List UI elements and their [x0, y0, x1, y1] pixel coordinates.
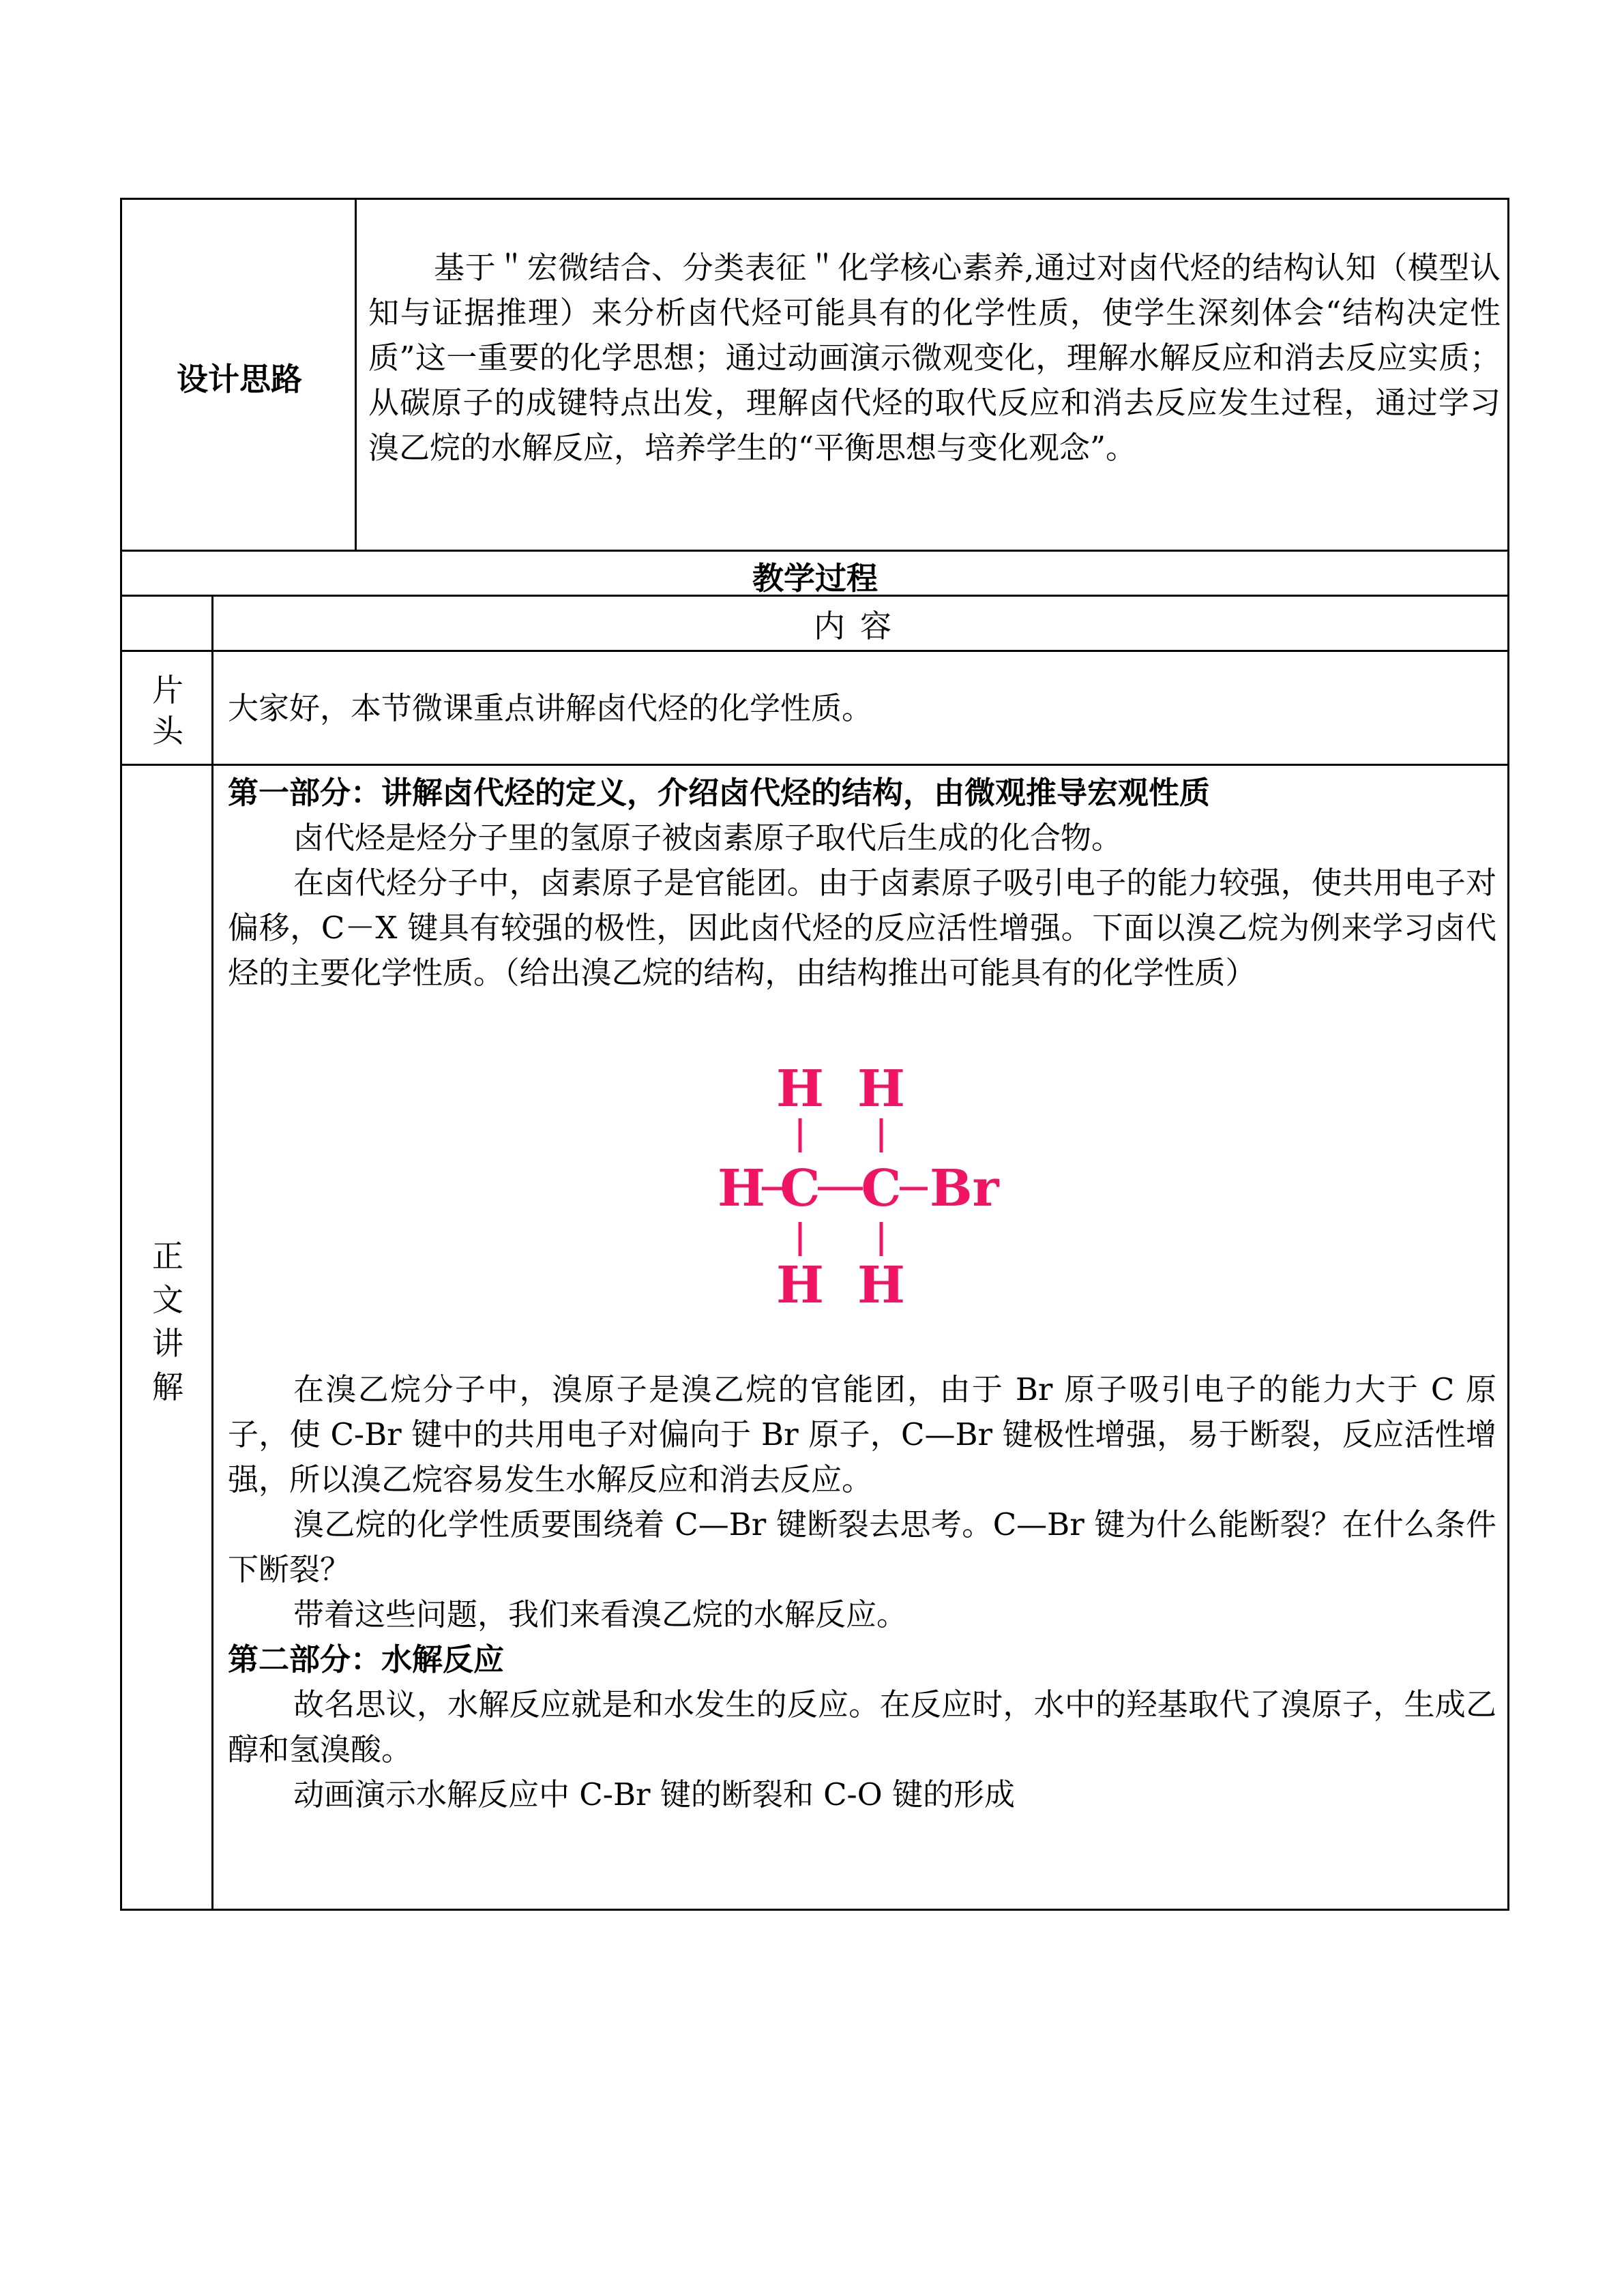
part1-heading: 第一部分：讲解卤代烃的定义，介绍卤代烃的结构，由微观推导宏观性质 — [228, 775, 1211, 811]
content-header: 内容 — [814, 608, 906, 644]
atom-h-left: H — [720, 1159, 765, 1218]
atom-h-top-left: H — [776, 1060, 824, 1118]
part2-heading: 第二部分：水解反应 — [228, 1641, 505, 1678]
main-label-char: 文 — [152, 1281, 183, 1318]
design-label: 设计思路 — [177, 361, 302, 398]
paragraph: 溴乙烷的化学性质要围绕着 C—Br 键断裂去思考。C—Br 键为什么能断裂？在什么条件下断裂？ — [228, 1506, 1496, 1587]
opening-label-char: 片 — [152, 672, 183, 709]
bromoethane-structure — [720, 1050, 1033, 1309]
opening-row-divider — [120, 764, 1509, 766]
opening-text: 大家好，本节微课重点讲解卤代烃的化学性质。 — [228, 690, 873, 726]
paragraph: 卤代烃是烃分子里的氢原子被卤素原子取代后生成的化合物。 — [293, 820, 1123, 856]
paragraph: 在溴乙烷分子中，溴原子是溴乙烷的官能团，由于 Br 原子吸引电子的能力大于 C 原子，使 C-Br 键中的共用电子对偏向于 Br 原子，C—Br 键极性增强，易于断裂，反应活性增强，所以溴乙烷容易发生水解反应和消去反应。 — [228, 1371, 1496, 1497]
design-paragraph-text: 基于＂宏微结合、分类表征＂化学核心素养,通过对卤代烃的结构认知（模型认知与证据推理）来分析卤代烃可能具有的化学性质，使学生深刻体会“结构决定性质”这一重要的化学思想；通过动画演示微观变化，理解水解反应和消去反应实质；从碳原子的成键特点出发，理解卤代烃的取代反应和消去反应发生过程，通过学习溴乙烷的水解反应，培养学生的“平衡思想与变化观念”。 — [368, 250, 1501, 466]
paragraph: 带着这些问题，我们来看溴乙烷的水解反应。 — [293, 1596, 908, 1632]
part1-block — [228, 771, 1496, 996]
content-header-divider — [120, 650, 1509, 652]
opening-label-char: 头 — [152, 713, 183, 749]
opening-label — [123, 670, 213, 751]
atom-h-bottom-right: H — [857, 1256, 905, 1309]
design-paragraph — [368, 245, 1501, 471]
bromoethane-structure-svg — [720, 1050, 1033, 1309]
main-label — [123, 1234, 213, 1409]
design-row-divider — [120, 550, 1509, 552]
paragraph: 动画演示水解反应中 C-Br 键的断裂和 C-O 键的形成 — [293, 1776, 1015, 1813]
atom-c1: C — [780, 1159, 821, 1218]
part1-continued-block — [228, 1367, 1496, 1817]
atom-br: Br — [930, 1159, 999, 1218]
atom-c2: C — [861, 1159, 902, 1218]
atom-h-top-right: H — [857, 1060, 905, 1118]
main-label-char: 讲 — [152, 1325, 183, 1362]
paragraph: 故名思议，水解反应就是和水发生的反应。在反应时，水中的羟基取代了溴原子，生成乙醇和氢溴酸。 — [228, 1686, 1496, 1768]
paragraph: 在卤代烃分子中，卤素原子是官能团。由于卤素原子吸引电子的能力较强，使共用电子对偏移，C－X 键具有较强的极性，因此卤代烃的反应活性增强。下面以溴乙烷为例来学习卤代烃的主要化学性质。（给出溴乙烷的结构，由结构推出可能具有的化学性质） — [228, 865, 1496, 991]
main-label-char: 正 — [152, 1238, 183, 1274]
main-label-char: 解 — [152, 1369, 183, 1405]
atom-h-bottom-left: H — [776, 1256, 824, 1309]
process-title: 教学过程 — [752, 560, 878, 597]
